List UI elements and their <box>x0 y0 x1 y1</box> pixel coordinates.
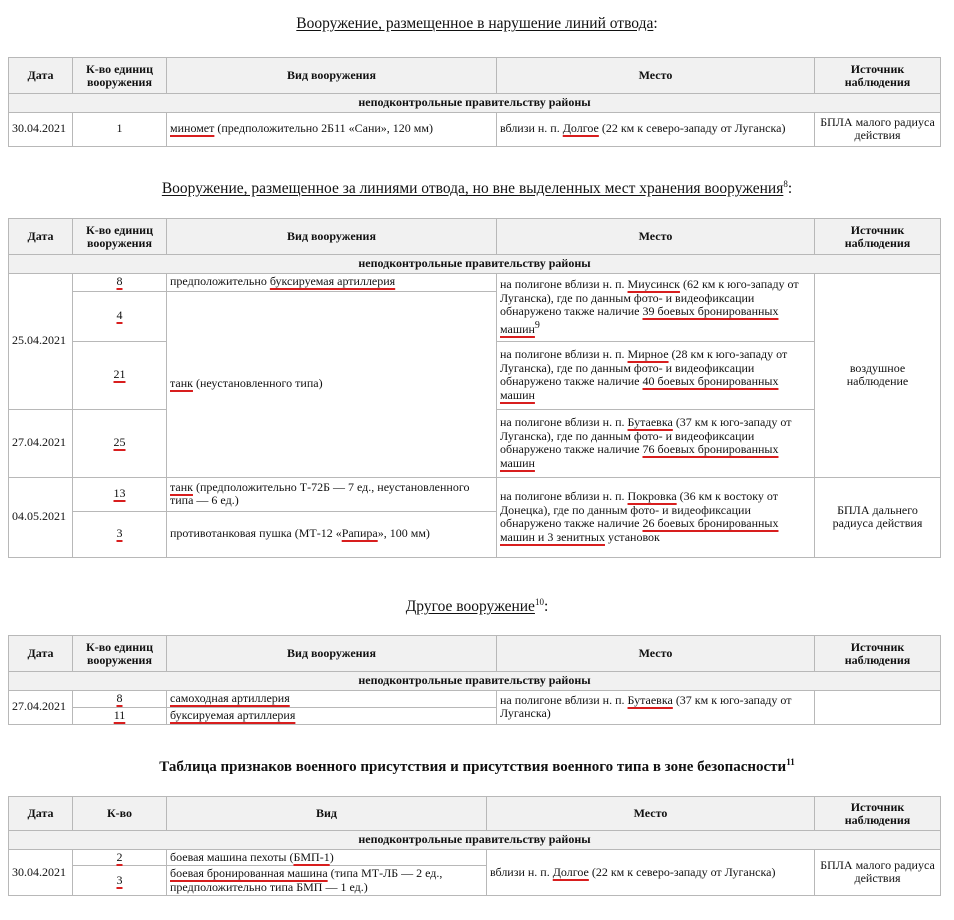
band-label: неподконтрольные правительству районы <box>9 672 941 691</box>
cell-units: 25 <box>73 409 167 477</box>
table-row <box>9 690 941 707</box>
table-row <box>9 849 941 866</box>
cell-source <box>815 690 941 724</box>
cell-place: на полигоне вблизи н. п. Миусинск (62 км к юго-западу от Луганска), где по данным фото- и видеофиксации обнаружено также наличие 39 боевых бронированных машин$^9$ <box>497 273 815 341</box>
header-units: К-во единиц вооружения <box>73 636 167 672</box>
band-label: неподконтрольные правительству районы <box>9 94 941 113</box>
cell-units: 11 <box>73 707 167 724</box>
cell-place: вблизи н. п. Долгое (22 км к северо-западу от Луганска) <box>497 112 815 146</box>
cell-kind: буксируемая артиллерия <box>167 707 497 724</box>
cell-date: 25.04.2021 <box>9 273 73 409</box>
cell-kind: миномет (предположительно 2Б11 «Сани», 120 мм) <box>167 112 497 146</box>
table-security-zone <box>8 796 941 896</box>
header-source: Источник наблюдения <box>815 219 941 255</box>
header-source: Источник наблюдения <box>815 58 941 94</box>
cell-units: 3 <box>73 511 167 557</box>
cell-kind: противотанковая пушка (МТ-12 «Рапира», 100 мм) <box>167 511 497 557</box>
cell-source: БПЛА малого радиуса действия <box>815 112 941 146</box>
cell-source: воздушное наблюдение <box>815 273 941 477</box>
cell-date: 27.04.2021 <box>9 690 73 724</box>
section-title-security-zone: Таблица признаков военного присутствия и присутствия военного типа в зоне безопасности$^{11}$ <box>159 757 795 775</box>
cell-place: на полигоне вблизи н. п. Бутаевка (37 км к юго-западу от Луганска) <box>497 690 815 724</box>
cell-count: 2 <box>73 849 167 866</box>
header-place: Место <box>497 636 815 672</box>
header-source: Источник наблюдения <box>815 636 941 672</box>
cell-count: 3 <box>73 866 167 896</box>
header-date: Дата <box>9 636 73 672</box>
header-place: Место <box>497 219 815 255</box>
header-date: Дата <box>9 58 73 94</box>
table-outside-storage <box>8 218 941 558</box>
table-other <box>8 635 941 725</box>
cell-kind: боевая бронированная машина (типа МТ-ЛБ — 2 ед., предположительно типа БМП — 1 ед.) <box>167 866 487 896</box>
table-row <box>9 273 941 291</box>
table-violation <box>8 57 941 147</box>
cell-date: 30.04.2021 <box>9 112 73 146</box>
header-place: Место <box>497 58 815 94</box>
cell-date: 27.04.2021 <box>9 409 73 477</box>
cell-kind: предположительно буксируемая артиллерия <box>167 273 497 291</box>
header-kind: Вид вооружения <box>167 58 497 94</box>
cell-kind: танк (неустановленного типа) <box>167 291 497 477</box>
header-date: Дата <box>9 219 73 255</box>
header-units: К-во единиц вооружения <box>73 58 167 94</box>
cell-units: 4 <box>73 291 167 341</box>
header-place: Место <box>487 797 815 831</box>
cell-place: на полигоне вблизи н. п. Покровка (36 км к востоку от Донецка), где по данным фото- и видеофиксации обнаружено также наличие 26 боевых бронированных машин и 3 зенитных установок <box>497 477 815 557</box>
header-kind: Вид <box>167 797 487 831</box>
band-label: неподконтрольные правительству районы <box>9 255 941 274</box>
header-source: Источник наблюдения <box>815 797 941 831</box>
cell-kind: танк (предположительно Т-72Б — 7 ед., неустановленного типа — 6 ед.) <box>167 477 497 511</box>
cell-kind: боевая машина пехоты (БМП-1) <box>167 849 487 866</box>
cell-place: на полигоне вблизи н. п. Бутаевка (37 км к юго-западу от Луганска), где по данным фото- и видеофиксации обнаружено также наличие 76 боевых бронированных машин <box>497 409 815 477</box>
cell-place: вблизи н. п. Долгое (22 км к северо-западу от Луганска) <box>487 849 815 896</box>
band-label: неподконтрольные правительству районы <box>9 831 941 850</box>
cell-source: БПЛА малого радиуса действия <box>815 849 941 896</box>
cell-units: 21 <box>73 341 167 409</box>
cell-units: 8 <box>73 690 167 707</box>
section-title-outside-storage: Вооружение, размещенное за линиями отвода, но вне выделенных мест хранения вооружения$^8$: <box>161 179 793 198</box>
table-row <box>9 477 941 511</box>
section-title-other: Другое вооружение$^{10}$: <box>405 597 549 616</box>
section-title-violation: Вооружение, размещенное в нарушение линий отвода: <box>296 15 658 32</box>
header-date: Дата <box>9 797 73 831</box>
cell-units: 8 <box>73 273 167 291</box>
cell-units: 1 <box>73 112 167 146</box>
header-kind: Вид вооружения <box>167 219 497 255</box>
cell-date: 30.04.2021 <box>9 849 73 896</box>
header-count: К-во <box>73 797 167 831</box>
header-units: К-во единиц вооружения <box>73 219 167 255</box>
cell-date: 04.05.2021 <box>9 477 73 557</box>
table-row <box>9 112 941 146</box>
cell-kind: самоходная артиллерия <box>167 690 497 707</box>
header-kind: Вид вооружения <box>167 636 497 672</box>
cell-source: БПЛА дальнего радиуса действия <box>815 477 941 557</box>
cell-place: на полигоне вблизи н. п. Мирное (28 км к юго-западу от Луганска), где по данным фото- и видеофиксации обнаружено также наличие 40 боевых бронированных машин <box>497 341 815 409</box>
cell-units: 13 <box>73 477 167 511</box>
